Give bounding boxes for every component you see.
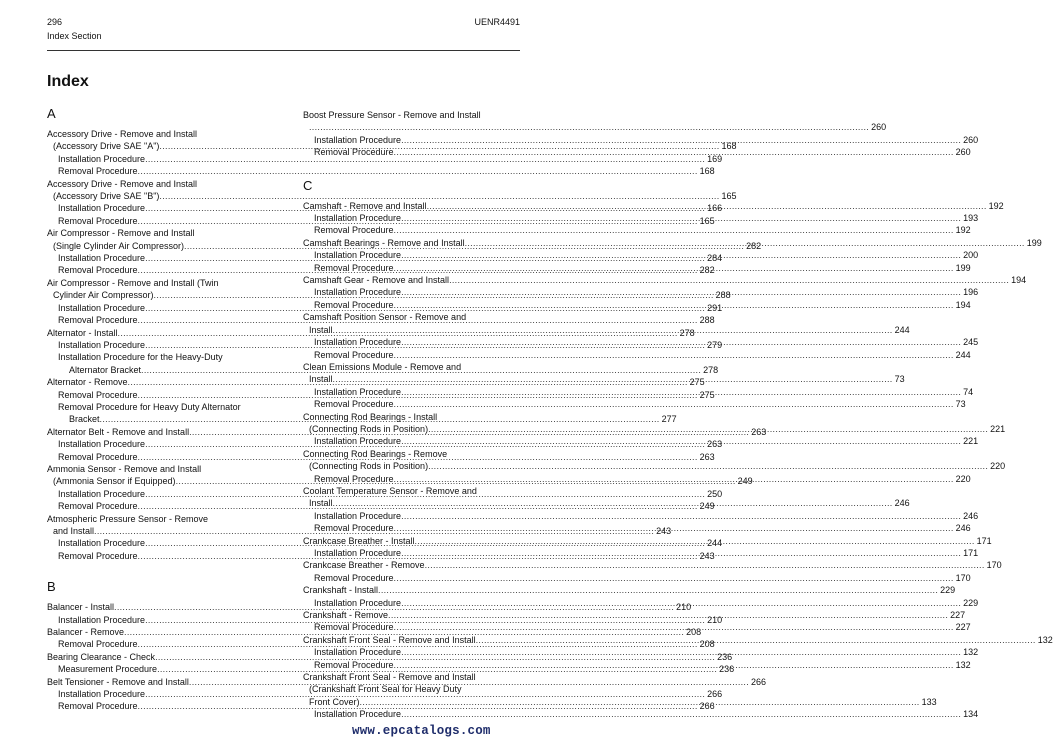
page-ref: 134	[963, 709, 979, 720]
page-ref: 245	[963, 337, 979, 348]
page-ref: 244	[955, 349, 971, 360]
entry-text: Bearing Clearance - Check	[47, 651, 156, 662]
watermark: www.epcatalogs.com	[352, 724, 491, 738]
section-letter: C	[303, 177, 313, 193]
entry-text: Ammonia Sensor - Remove and Install	[47, 463, 202, 474]
entry-text: Removal Procedure	[58, 315, 138, 326]
index-line	[303, 121, 887, 133]
page-ref: 249	[737, 476, 753, 487]
entry-text: (Connecting Rods in Position)	[309, 461, 429, 472]
entry-text: Installation Procedure	[314, 213, 402, 224]
entry-text: Air Compressor - Remove and Install	[47, 228, 195, 239]
page-ref: 260	[871, 122, 887, 133]
entry-text: Removal Procedure	[314, 299, 394, 310]
page-ref: 168	[699, 166, 715, 177]
index-entry	[47, 165, 715, 177]
entry-text: Removal Procedure for Heavy Duty Alternator	[58, 401, 241, 412]
page-ref: 229	[963, 597, 979, 608]
entry-text: Alternator Bracket	[69, 364, 142, 375]
entry-text: Installation Procedure	[58, 302, 146, 313]
entry-text: (Accessory Drive SAE "A")	[53, 141, 160, 152]
entry-text: Accessory Drive - Remove and Install	[47, 129, 198, 139]
dot-leader	[394, 146, 954, 158]
entry-text: Atmospheric Pressure Sensor - Remove	[47, 513, 209, 524]
dot-leader	[401, 212, 961, 224]
dot-leader	[360, 696, 920, 708]
document-id: UENR4491	[474, 17, 520, 27]
entry-text: (Accessory Drive SAE "B")	[53, 191, 160, 202]
page-title: Index	[47, 73, 89, 90]
page-ref: 246	[955, 523, 971, 534]
entry-text: and Install	[53, 526, 95, 536]
dot-leader	[476, 634, 1036, 646]
entry-text: Installation Procedure	[58, 253, 146, 264]
dot-leader	[401, 286, 961, 298]
page-ref: 165	[699, 215, 715, 226]
dot-leader	[394, 224, 954, 236]
entry-text: Boost Pressure Sensor - Remove and Install	[303, 110, 481, 120]
dot-leader	[394, 572, 954, 584]
page-ref: 243	[699, 550, 715, 561]
page-ref: 288	[699, 315, 715, 326]
entry-text: Removal Procedure	[314, 262, 394, 273]
entry-text: Accessory Drive - Remove and Install	[47, 178, 198, 189]
page-ref: 249	[699, 501, 715, 512]
entry-text: Camshaft Gear - Remove and Install	[303, 275, 450, 286]
index-line	[303, 708, 979, 720]
page-ref: 279	[707, 339, 723, 350]
index-entry	[303, 134, 979, 146]
entry-text: Installation Procedure	[314, 548, 402, 558]
page-ref: 220	[990, 461, 1006, 472]
page-ref: 74	[963, 386, 974, 397]
dot-leader	[401, 597, 961, 609]
index-entry	[47, 339, 723, 351]
entry-text: Installation Procedure	[58, 203, 146, 214]
index-line	[303, 349, 971, 361]
index-line	[303, 134, 979, 146]
page-ref: 229	[940, 585, 956, 596]
index-entry	[303, 349, 971, 361]
page-ref: 227	[955, 622, 971, 633]
page-ref: 168	[721, 141, 737, 152]
entry-text: Installation Procedure	[314, 287, 402, 298]
page-ref: 246	[894, 498, 910, 509]
page-ref: 227	[950, 610, 966, 621]
index-line	[47, 264, 715, 276]
entry-text: Coolant Temperature Sensor - Remove and	[303, 485, 477, 496]
entry-text: Removal Procedure	[314, 622, 394, 633]
entry-text: Connecting Rod Bearings - Install	[303, 411, 438, 422]
entry-text: Alternator - Install	[47, 327, 118, 338]
page-ref: 169	[707, 153, 723, 164]
dot-leader	[415, 535, 975, 547]
dot-leader	[401, 708, 961, 720]
index-entry	[303, 398, 966, 410]
page-ref: 236	[719, 664, 735, 675]
index-entry	[303, 274, 1027, 286]
dot-leader	[388, 609, 948, 621]
entry-text: Cylinder Air Compressor)	[53, 290, 154, 301]
dot-leader	[394, 398, 954, 410]
page-ref: 132	[955, 659, 971, 670]
entry-text: Installation Procedure	[314, 134, 402, 145]
page-ref: 275	[699, 389, 715, 400]
dot-leader	[333, 373, 893, 385]
index-entry	[303, 510, 979, 522]
page-ref: 196	[963, 287, 979, 298]
entry-text: Bracket	[69, 414, 100, 425]
index-line	[303, 584, 956, 596]
page-ref: 170	[955, 572, 971, 583]
page-ref: 132	[963, 647, 979, 658]
entry-text: (Connecting Rods in Position)	[309, 423, 429, 434]
page-ref: 208	[699, 639, 715, 650]
header-rule	[47, 50, 520, 51]
page-ref: 277	[661, 414, 677, 425]
page-ref: 166	[707, 203, 723, 214]
page-ref: 171	[963, 548, 979, 558]
page-ref: 220	[955, 473, 971, 484]
dot-leader	[428, 423, 988, 435]
page-ref: 246	[963, 510, 979, 521]
dot-leader	[394, 473, 954, 485]
section-letter: B	[47, 579, 56, 595]
entry-text: Removal Procedure	[314, 523, 394, 534]
page-ref: 275	[689, 377, 705, 388]
dot-leader	[394, 659, 954, 671]
index-line	[47, 252, 723, 264]
entry-text: Crankshaft - Install	[303, 585, 379, 596]
index-entry	[47, 178, 737, 203]
entry-text: (Ammonia Sensor if Equipped)	[53, 476, 176, 487]
index-entry	[47, 438, 723, 450]
entry-text: Removal Procedure	[58, 451, 138, 462]
entry-text: Camshaft Position Sensor - Remove and	[303, 312, 467, 323]
entry-text: Removal Procedure	[314, 572, 394, 583]
index-line	[303, 460, 1006, 472]
entry-text: Install	[309, 374, 333, 385]
dot-leader	[401, 510, 961, 522]
entry-text: Removal Procedure	[314, 147, 394, 158]
page-ref: 260	[963, 134, 979, 145]
page-ref: 73	[894, 374, 905, 385]
entry-text: (Single Cylinder Air Compressor)	[53, 240, 185, 251]
entry-text: Connecting Rod Bearings - Remove	[303, 448, 448, 459]
page-ref: 266	[751, 676, 767, 687]
page-ref: 192	[955, 225, 971, 236]
entry-text: Installation Procedure	[314, 436, 402, 447]
entry-text: Installation Procedure	[314, 386, 402, 397]
entry-text: Removal Procedure	[58, 389, 138, 400]
page-ref: 260	[955, 147, 971, 158]
page-ref: 236	[717, 651, 733, 662]
index-line	[47, 190, 737, 202]
page-ref: 278	[703, 364, 719, 375]
entry-text: Removal Procedure	[314, 473, 394, 484]
page-ref: 282	[699, 265, 715, 276]
page-ref: 165	[721, 191, 737, 202]
entry-text: Installation Procedure	[314, 709, 402, 720]
page-ref: 199	[955, 262, 971, 273]
dot-leader	[428, 460, 988, 472]
page-ref: 132	[1037, 634, 1053, 645]
entry-text: Install	[309, 498, 333, 509]
page-ref: 171	[976, 535, 992, 546]
dot-leader	[401, 386, 961, 398]
index-entry	[47, 153, 723, 165]
entry-text: Removal Procedure	[314, 399, 394, 410]
entry-text: Installation Procedure	[314, 337, 402, 348]
page-ref: 291	[707, 302, 723, 313]
entry-text: Removal Procedure	[58, 501, 138, 512]
dot-leader	[333, 497, 893, 509]
entry-text: Air Compressor - Remove and Install (Twin	[47, 277, 219, 288]
page-ref: 266	[707, 689, 723, 700]
index-entry	[47, 252, 723, 264]
index-entry	[47, 327, 695, 339]
page-ref: 244	[894, 324, 910, 335]
index-entry	[303, 559, 1002, 571]
dot-leader	[449, 274, 1009, 286]
entry-text: Removal Procedure	[58, 701, 138, 712]
page-ref: 288	[715, 290, 731, 301]
page-ref: 200	[963, 250, 979, 261]
page-ref: 210	[707, 614, 723, 625]
section-letter: A	[47, 106, 56, 121]
dot-leader	[401, 646, 961, 658]
dot-leader	[394, 299, 954, 311]
dot-leader	[427, 200, 987, 212]
entry-text: Removal Procedure	[58, 550, 138, 561]
entry-text: Balancer - Install	[47, 602, 115, 613]
dot-leader	[401, 249, 961, 261]
dot-leader	[394, 349, 954, 361]
page-ref: 221	[990, 423, 1006, 434]
index-entry	[303, 708, 979, 720]
index-line	[303, 224, 971, 236]
entry-text: Camshaft - Remove and Install	[303, 200, 427, 211]
page-ref: 250	[707, 488, 723, 499]
entry-text: Installation Procedure	[58, 488, 146, 499]
entry-text: (Crankshaft Front Seal for Heavy Duty	[309, 684, 462, 695]
entry-text: Installation Procedure	[58, 689, 146, 700]
index-line	[47, 339, 723, 351]
entry-text: Installation Procedure	[314, 597, 402, 608]
page-ref: 244	[707, 538, 723, 549]
dot-leader	[401, 134, 961, 146]
entry-text: Removal Procedure	[58, 265, 138, 276]
entry-text: Alternator Belt - Remove and Install	[47, 426, 190, 437]
entry-text: Camshaft Bearings - Remove and Install	[303, 237, 465, 248]
entry-text: Removal Procedure	[314, 225, 394, 236]
entry-text: Install	[309, 324, 333, 335]
page-ref: 199	[1026, 237, 1042, 248]
entry-text: Front Cover)	[309, 696, 360, 707]
entry-text: Belt Tensioner - Remove and Install	[47, 676, 189, 687]
index-line	[47, 153, 723, 165]
entry-text: Installation Procedure	[314, 250, 402, 261]
entry-text: Installation Procedure	[58, 439, 146, 450]
entry-text: Removal Procedure	[58, 166, 138, 177]
index-entry	[303, 572, 971, 584]
page-ref: 266	[699, 701, 715, 712]
dot-leader	[401, 336, 961, 348]
entry-text: Installation Procedure	[58, 339, 146, 350]
dot-leader	[394, 262, 954, 274]
entry-text: Installation Procedure	[314, 647, 402, 658]
page-ref: 284	[707, 253, 723, 264]
index-line	[47, 327, 695, 339]
entry-text: Removal Procedure	[58, 639, 138, 650]
page-number: 296	[47, 17, 63, 27]
section-title: Index Section	[47, 31, 102, 41]
page-ref: 170	[986, 560, 1002, 571]
entry-text: Removal Procedure	[314, 659, 394, 670]
entry-text: Crankcase Breather - Remove	[303, 560, 425, 571]
page-ref: 263	[699, 451, 715, 462]
index-line	[303, 274, 1027, 286]
page-ref: 193	[963, 213, 979, 224]
entry-text: Crankshaft - Remove	[303, 610, 389, 621]
entry-text: Installation Procedure for the Heavy-Duty	[58, 352, 223, 363]
dot-leader	[333, 324, 893, 336]
index-line	[303, 510, 979, 522]
index-line	[303, 398, 966, 410]
dot-leader	[425, 559, 985, 571]
page-ref: 263	[707, 439, 723, 450]
page-ref: 278	[679, 327, 695, 338]
page-ref: 133	[921, 696, 937, 707]
entry-text: Removal Procedure	[58, 215, 138, 226]
entry-text: Alternator - Remove	[47, 377, 128, 388]
dot-leader	[378, 584, 938, 596]
entry-text: Removal Procedure	[314, 349, 394, 360]
index-line	[47, 438, 723, 450]
page-ref: 221	[963, 436, 979, 447]
index-entry	[303, 109, 887, 134]
entry-text: Balancer - Remove	[47, 627, 125, 638]
index-line	[303, 559, 1002, 571]
dot-leader	[465, 237, 1025, 249]
entry-text: Installation Procedure	[58, 538, 146, 549]
dot-leader	[394, 621, 954, 633]
dot-leader	[401, 547, 961, 559]
index-line	[47, 165, 715, 177]
index-entry	[303, 584, 956, 596]
dot-leader	[309, 121, 869, 133]
page-ref: 263	[751, 426, 767, 437]
index-entry	[303, 224, 971, 236]
page-ref: 73	[955, 399, 966, 410]
dot-leader	[401, 435, 961, 447]
entry-text: Crankcase Breather - Install	[303, 535, 415, 546]
page-ref: 194	[955, 299, 971, 310]
page-ref: 194	[1011, 275, 1027, 286]
page-ref: 282	[746, 240, 762, 251]
entry-text: Installation Procedure	[58, 153, 146, 164]
page-ref: 208	[686, 627, 702, 638]
entry-text: Measurement Procedure	[58, 664, 158, 675]
page-ref: 210	[676, 602, 692, 613]
index-line	[303, 572, 971, 584]
entry-text: Crankshaft Front Seal - Remove and Install	[303, 672, 476, 683]
entry-text: Crankshaft Front Seal - Remove and Install	[303, 634, 476, 645]
entry-text: Installation Procedure	[314, 510, 402, 521]
index-line	[47, 140, 737, 152]
entry-text: Clean Emissions Module - Remove and	[303, 361, 462, 372]
page-ref: 243	[656, 526, 672, 536]
dot-leader	[394, 522, 954, 534]
page-ref: 192	[988, 200, 1004, 211]
entry-text: Installation Procedure	[58, 614, 146, 625]
index-entry	[47, 264, 715, 276]
